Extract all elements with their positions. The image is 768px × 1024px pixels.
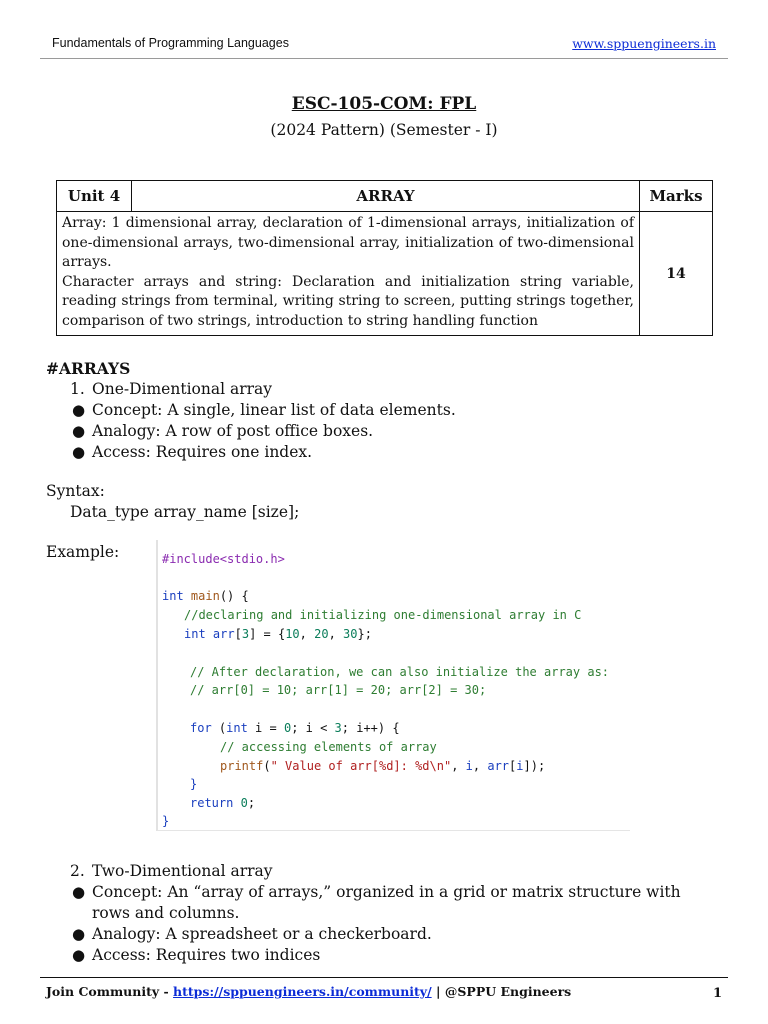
header-book-title: Fundamentals of Programming Languages: [52, 36, 289, 50]
list-item: [70, 442, 456, 463]
list-number: 1.: [70, 380, 85, 398]
code-line: return 0;: [190, 796, 256, 810]
header-website-link[interactable]: www.sppuengineers.in: [572, 36, 716, 51]
syllabus-array-topics: Array: 1 dimensional array, declaration of 1-dimensional arrays, initialization of one-dimensional arrays, two-dimensional array, initialization of two-dimensional arrays.: [62, 215, 634, 270]
two-d-list: [70, 861, 710, 966]
code-line: #include<stdio.h>: [162, 552, 285, 566]
bullet-icon: ●: [72, 422, 86, 440]
code-line: }: [162, 814, 170, 828]
list-item-text: Access: Requires one index.: [92, 443, 313, 461]
list-item-text: Concept: A single, linear list of data elements.: [92, 401, 456, 419]
document-subtitle: (2024 Pattern) (Semester - I): [270, 121, 498, 139]
community-link[interactable]: https://sppuengineers.in/community/: [173, 984, 432, 999]
list-number: 2.: [70, 862, 85, 880]
code-example-image: [156, 540, 630, 831]
table-row: [57, 212, 713, 336]
code-line: // accessing elements of array: [220, 740, 437, 754]
syllabus-content-cell: [57, 212, 640, 336]
unit-header: Unit 4: [57, 181, 132, 212]
bullet-icon: ●: [72, 443, 86, 461]
table-header-row: [57, 181, 713, 212]
code-line: int arr[3] = {10, 20, 30};: [184, 627, 372, 641]
list-item: [70, 882, 710, 924]
list-item-text: Analogy: A spreadsheet or a checkerboard.: [92, 925, 432, 943]
list-item-text: Concept: An “array of arrays,” organized in a grid or matrix structure with rows and columns.: [92, 883, 681, 922]
code-line: // After declaration, we can also initialize the array as:: [190, 665, 610, 679]
list-item: [70, 861, 710, 882]
list-item: [70, 945, 710, 966]
page-number: 1: [712, 986, 722, 1001]
list-item: [70, 924, 710, 945]
page-header: [52, 36, 716, 54]
footer-prefix: Join Community -: [46, 984, 174, 999]
page-footer: [46, 984, 722, 999]
bullet-icon: ●: [72, 925, 86, 943]
list-item-title: One-Dimentional array: [92, 380, 273, 398]
topic-header: ARRAY: [132, 181, 640, 212]
bullet-icon: ●: [72, 946, 86, 964]
list-item-text: Access: Requires two indices: [92, 946, 321, 964]
footer-handle: @SPPU Engineers: [444, 984, 572, 999]
list-item-title: Two-Dimentional array: [92, 862, 273, 880]
bullet-icon: ●: [72, 401, 86, 419]
list-item-text: Analogy: A row of post office boxes.: [92, 422, 374, 440]
bullet-icon: ●: [72, 883, 86, 901]
code-line: // arr[0] = 10; arr[1] = 20; arr[2] = 30;: [190, 683, 487, 697]
marks-header: Marks: [640, 181, 713, 212]
marks-value: 14: [640, 212, 713, 336]
code-line: printf(" Value of arr[%d]: %d\n", i, arr[i]);: [220, 759, 546, 773]
one-d-list: [70, 379, 456, 463]
list-item: [70, 421, 456, 442]
syntax-label: Syntax:: [46, 482, 105, 500]
document-title: ESC-105-COM: FPL: [291, 94, 477, 114]
list-item: [70, 379, 456, 400]
header-divider: [40, 58, 728, 59]
code-line: for (int i = 0; i < 3; i++) {: [190, 721, 400, 735]
footer-separator: |: [431, 984, 445, 999]
syllabus-string-topics: Character arrays and string: Declaration and initialization string variable, reading strings from terminal, writing string to screen, putting strings together, comparison of two strings, introduction to string handling function: [62, 273, 634, 329]
syllabus-table: [56, 180, 713, 336]
code-line: int main() {: [162, 589, 249, 603]
example-label: Example:: [46, 543, 120, 561]
footer-divider: [40, 977, 728, 978]
section-heading: #ARRAYS: [46, 359, 131, 378]
code-line: //declaring and initializing one-dimensional array in C: [184, 608, 582, 622]
list-item: [70, 400, 456, 421]
syntax-code: Data_type array_name [size];: [70, 503, 300, 521]
code-line: }: [190, 777, 198, 791]
